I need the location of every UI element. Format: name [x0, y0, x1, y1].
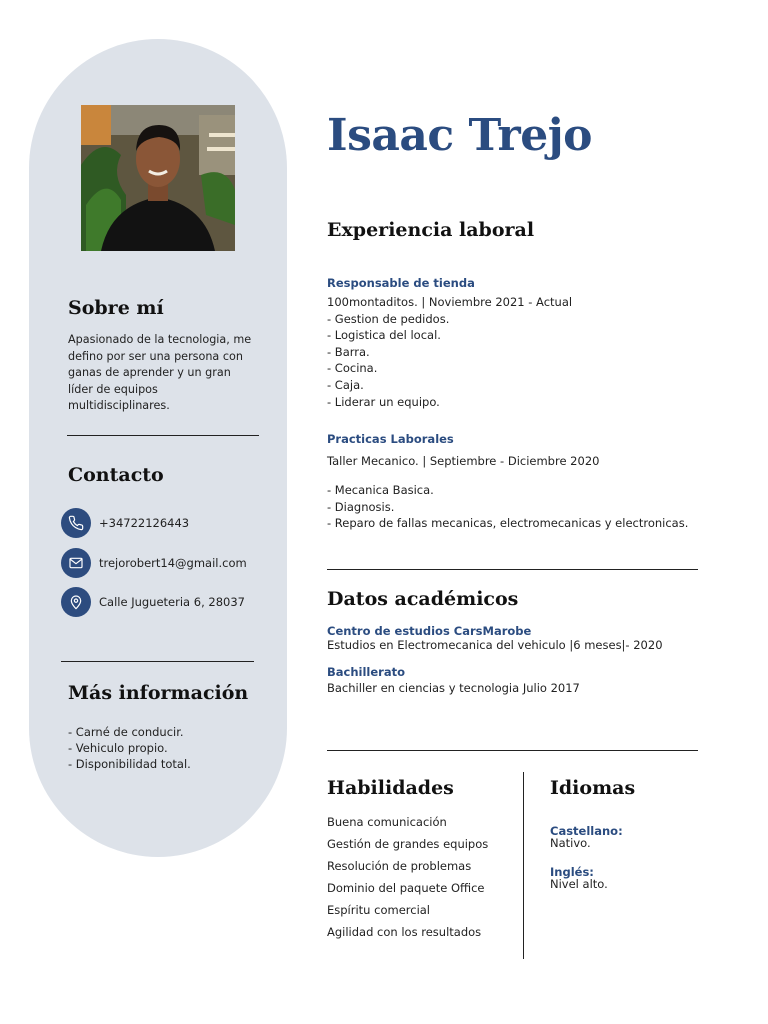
education-divider: [327, 750, 698, 751]
education-detail: Estudios en Electromecanica del vehiculo |6 meses|- 2020: [327, 638, 663, 652]
about-line: multidisciplinares.: [68, 399, 170, 412]
language-level: Nativo.: [550, 836, 591, 850]
profile-photo-illustration: [81, 105, 235, 251]
about-line: Apasionado de la tecnologia, me: [68, 333, 252, 346]
contact-email[interactable]: trejorobert14@gmail.com: [99, 556, 247, 570]
language-name: Inglés:: [550, 865, 594, 879]
phone-icon: [61, 508, 91, 538]
skill-item: Resolución de problemas: [327, 859, 472, 873]
skills-list: [327, 814, 488, 946]
experience-heading: Experiencia laboral: [327, 219, 535, 241]
more-info-item: - Carné de conducir.: [68, 725, 184, 739]
language-level: Nivel alto.: [550, 877, 608, 891]
contact-heading: Contacto: [68, 464, 164, 486]
job-task: - Barra.: [327, 344, 370, 359]
more-info-item: - Disponibilidad total.: [68, 757, 191, 771]
experience-divider: [327, 569, 698, 570]
job-task: - Logistica del local.: [327, 328, 441, 343]
more-info-list: [68, 724, 191, 772]
mail-icon: [61, 548, 91, 578]
job-company: 100montaditos. | Noviembre 2021 - Actual: [327, 295, 573, 309]
about-line: ganas de aprender y un gran: [68, 366, 231, 379]
about-line: líder de equipos: [68, 382, 158, 396]
job-task: - Gestion de pedidos.: [327, 311, 450, 326]
skill-item: Agilidad con los resultados: [327, 925, 482, 939]
skill-item: Dominio del paquete Office: [327, 881, 485, 895]
education-school: Bachillerato: [327, 665, 405, 679]
contact-divider: [61, 661, 254, 662]
candidate-name: Isaac Trejo: [327, 110, 592, 161]
education-heading: Datos académicos: [327, 588, 519, 610]
more-info-item: - Vehiculo propio.: [68, 741, 168, 755]
contact-phone[interactable]: +34722126443: [99, 516, 190, 530]
skill-item: Gestión de grandes equipos: [327, 837, 489, 851]
language-name: Castellano:: [550, 824, 623, 838]
about-heading: Sobre mí: [68, 297, 164, 319]
job-company: Taller Mecanico. | Septiembre - Diciembre 2020: [327, 454, 600, 468]
job-task: - Mecanica Basica.: [327, 483, 434, 497]
education-detail: Bachiller en ciencias y tecnologia Julio 2017: [327, 681, 580, 695]
skill-item: Buena comunicación: [327, 815, 447, 829]
job-task: - Caja.: [327, 377, 364, 392]
job-task: - Cocina.: [327, 361, 378, 376]
skill-item: Espíritu comercial: [327, 903, 431, 917]
job-details: [327, 294, 572, 410]
more-info-heading: Más información: [68, 682, 249, 704]
education-school: Centro de estudios CarsMarobe: [327, 624, 532, 638]
location-pin-icon: [61, 587, 91, 617]
job-task: - Reparo de fallas mecanicas, electromecanicas y electronicas.: [327, 516, 689, 531]
job-task: - Liderar un equipo.: [327, 394, 440, 409]
contact-address-row: [61, 587, 245, 617]
contact-email-row: [61, 548, 247, 578]
contact-phone-row: [61, 508, 189, 538]
profile-photo: [81, 105, 235, 251]
job-title: Responsable de tienda: [327, 276, 475, 290]
job-tasks: [327, 482, 688, 532]
about-line: defino por ser una persona con: [68, 349, 243, 363]
column-divider: [523, 772, 524, 959]
job-task: - Diagnosis.: [327, 499, 395, 514]
languages-heading: Idiomas: [550, 777, 636, 799]
about-divider: [67, 435, 259, 436]
about-text: [68, 332, 251, 415]
job-title: Practicas Laborales: [327, 432, 454, 446]
skills-heading: Habilidades: [327, 777, 454, 799]
contact-address: Calle Jugueteria 6, 28037: [99, 595, 245, 609]
